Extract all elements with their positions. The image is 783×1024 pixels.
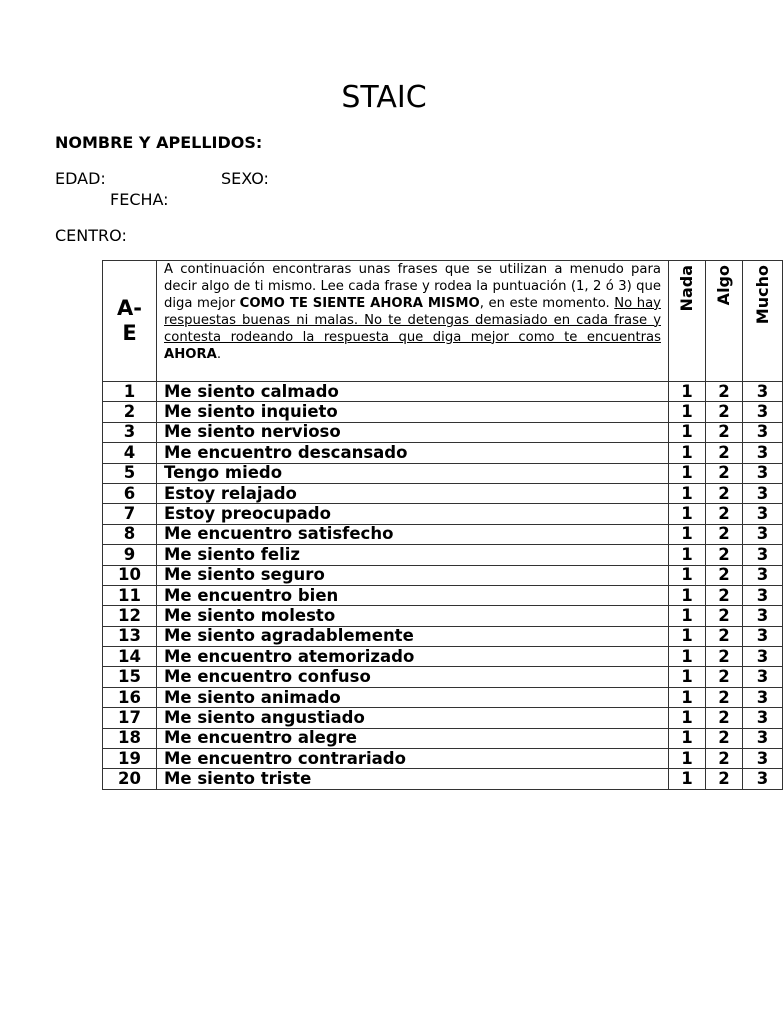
item-statement [157,647,669,667]
score-option-nada[interactable]: 1 [669,545,706,565]
table-row [103,626,783,646]
sex-label: SEXO: [221,169,269,188]
score-option-nada[interactable]: 1 [669,402,706,422]
score-option-mucho[interactable]: 3 [743,749,783,769]
score-option-mucho[interactable]: 3 [743,524,783,544]
score-option-algo[interactable]: 2 [706,687,743,707]
item-statement-text: Me siento angustiado [164,707,365,727]
score-option-algo[interactable]: 2 [706,626,743,646]
score-option-mucho[interactable]: 3 [743,626,783,646]
table-row [103,687,783,707]
item-statement [157,524,669,544]
item-statement [157,504,669,524]
score-option-algo[interactable]: 2 [706,382,743,402]
table-row [103,667,783,687]
score-option-nada[interactable]: 1 [669,667,706,687]
column-header-mucho [743,261,783,382]
item-statement-text: Me siento triste [164,769,312,789]
table-header-row [103,261,783,382]
item-statement [157,606,669,626]
item-statement-text: Me encuentro confuso [164,667,371,687]
score-option-algo[interactable]: 2 [706,708,743,728]
item-statement [157,443,669,463]
item-statement [157,667,669,687]
score-option-algo[interactable]: 2 [706,585,743,605]
item-number: 17 [103,708,157,728]
score-option-algo[interactable]: 2 [706,749,743,769]
score-option-mucho[interactable]: 3 [743,769,783,789]
item-number: 13 [103,626,157,646]
table-row [103,585,783,605]
item-statement-text: Me siento nervioso [164,422,341,442]
item-number: 16 [103,687,157,707]
age-label: EDAD: [55,169,106,188]
score-option-mucho[interactable]: 3 [743,422,783,442]
score-option-nada[interactable]: 1 [669,422,706,442]
score-option-algo[interactable]: 2 [706,463,743,483]
score-option-mucho[interactable]: 3 [743,402,783,422]
score-option-nada[interactable]: 1 [669,443,706,463]
item-statement [157,708,669,728]
item-number: 14 [103,647,157,667]
score-option-nada[interactable]: 1 [669,565,706,585]
score-option-mucho[interactable]: 3 [743,565,783,585]
column-header-nada-text: Nada [677,265,696,312]
score-option-nada[interactable]: 1 [669,504,706,524]
score-option-mucho[interactable]: 3 [743,687,783,707]
item-statement [157,769,669,789]
score-option-algo[interactable]: 2 [706,483,743,503]
score-option-algo[interactable]: 2 [706,402,743,422]
score-option-nada[interactable]: 1 [669,769,706,789]
table-row [103,504,783,524]
score-option-mucho[interactable]: 3 [743,585,783,605]
score-option-mucho[interactable]: 3 [743,443,783,463]
instructions-text [157,261,669,382]
item-statement-text: Me siento seguro [164,565,325,585]
score-option-algo[interactable]: 2 [706,443,743,463]
score-option-nada[interactable]: 1 [669,708,706,728]
table-row [103,708,783,728]
item-statement [157,483,669,503]
score-option-mucho[interactable]: 3 [743,545,783,565]
item-number: 4 [103,443,157,463]
item-statement-text: Me siento molesto [164,605,336,625]
table-row [103,483,783,503]
score-option-mucho[interactable]: 3 [743,483,783,503]
table-row [103,545,783,565]
table-row [103,565,783,585]
score-option-algo[interactable]: 2 [706,769,743,789]
column-header-algo-text: Algo [714,265,733,306]
section-label [103,261,157,382]
score-option-algo[interactable]: 2 [706,647,743,667]
score-option-algo[interactable]: 2 [706,545,743,565]
item-statement [157,749,669,769]
item-statement-text: Estoy preocupado [164,504,331,524]
item-statement [157,626,669,646]
item-statement-text: Me encuentro satisfecho [164,524,394,544]
instructions-part4: . [216,346,222,362]
item-statement [157,728,669,748]
table-row [103,463,783,483]
item-statement [157,463,669,483]
item-statement [157,565,669,585]
score-option-algo[interactable]: 2 [706,422,743,442]
score-option-mucho[interactable]: 3 [743,504,783,524]
table-row [103,606,783,626]
item-number: 7 [103,504,157,524]
score-option-mucho[interactable]: 3 [743,647,783,667]
score-option-mucho[interactable]: 3 [743,728,783,748]
item-statement-text: Me siento inquieto [164,402,338,422]
item-number: 6 [103,483,157,503]
page-title: STAIC [341,80,427,115]
score-option-nada[interactable]: 1 [669,728,706,748]
item-number: 20 [103,769,157,789]
item-number: 1 [103,382,157,402]
item-number: 2 [103,402,157,422]
table-row [103,402,783,422]
center-label: CENTRO: [55,226,127,245]
item-statement [157,585,669,605]
item-number: 10 [103,565,157,585]
score-option-nada[interactable]: 1 [669,626,706,646]
score-option-algo[interactable]: 2 [706,504,743,524]
name-label: NOMBRE Y APELLIDOS: [55,133,263,152]
score-option-mucho[interactable]: 3 [743,463,783,483]
score-option-nada[interactable]: 1 [669,749,706,769]
table-row [103,524,783,544]
column-header-algo [706,261,743,382]
score-option-nada[interactable]: 1 [669,463,706,483]
score-option-algo[interactable]: 2 [706,524,743,544]
instructions-underlined: No hay respuestas buenas ni malas. No te detengas demasiado en cada frase y contesta rodeando la respuesta que diga mejor como te encuentras [164,295,661,345]
score-option-mucho[interactable]: 3 [743,708,783,728]
item-number: 19 [103,749,157,769]
score-option-algo[interactable]: 2 [706,565,743,585]
item-statement [157,422,669,442]
instructions-part1: A continuación encontraras unas frases que se utilizan a menudo para decir algo de ti mismo. Lee cada frase y rodea la puntuación (1, 2 ó 3) que diga mejor [164,262,661,311]
table-row [103,769,783,789]
score-option-mucho[interactable]: 3 [743,667,783,687]
item-statement-text: Me siento calmado [164,381,339,401]
item-statement-text: Me siento feliz [164,544,301,564]
table-row [103,382,783,402]
item-statement-text: Tengo miedo [164,463,283,483]
item-number: 9 [103,545,157,565]
score-option-algo[interactable]: 2 [706,667,743,687]
item-number: 11 [103,585,157,605]
score-option-algo[interactable]: 2 [706,728,743,748]
item-statement-text: Me encuentro bien [164,585,339,605]
score-option-nada[interactable]: 1 [669,483,706,503]
item-statement-text: Me siento animado [164,687,341,707]
item-number: 8 [103,524,157,544]
item-statement [157,382,669,402]
item-statement-text: Me encuentro contrariado [164,748,406,768]
item-statement-text: Me encuentro atemorizado [164,646,415,666]
table-row [103,647,783,667]
score-option-mucho[interactable]: 3 [743,382,783,402]
table-row [103,728,783,748]
item-statement [157,402,669,422]
score-option-nada[interactable]: 1 [669,585,706,605]
item-statement-text: Me siento agradablemente [164,626,414,646]
instructions-part2: , en este momento. [479,295,615,311]
score-option-algo[interactable]: 2 [706,606,743,626]
table-row [103,443,783,463]
item-number: 18 [103,728,157,748]
score-option-mucho[interactable]: 3 [743,606,783,626]
table-row [103,422,783,442]
item-statement-text: Estoy relajado [164,483,297,503]
item-statement [157,545,669,565]
score-option-nada[interactable]: 1 [669,382,706,402]
score-option-nada[interactable]: 1 [669,524,706,544]
item-statement [157,687,669,707]
item-number: 5 [103,463,157,483]
item-statement-text: Me encuentro descansado [164,442,408,462]
item-number: 12 [103,606,157,626]
instructions-emphasis-1: COMO TE SIENTE AHORA MISMO [239,295,480,311]
section-label-text: A-E [117,296,142,345]
item-statement-text: Me encuentro alegre [164,728,357,748]
column-header-mucho-text: Mucho [752,265,772,325]
item-number: 3 [103,422,157,442]
score-option-nada[interactable]: 1 [669,647,706,667]
item-number: 15 [103,667,157,687]
column-header-nada [669,261,706,382]
date-label: FECHA: [110,190,169,209]
table-row [103,749,783,769]
score-option-nada[interactable]: 1 [669,687,706,707]
instructions-emphasis-2: AHORA [164,346,217,362]
score-option-nada[interactable]: 1 [669,606,706,626]
questionnaire-table [102,260,783,790]
